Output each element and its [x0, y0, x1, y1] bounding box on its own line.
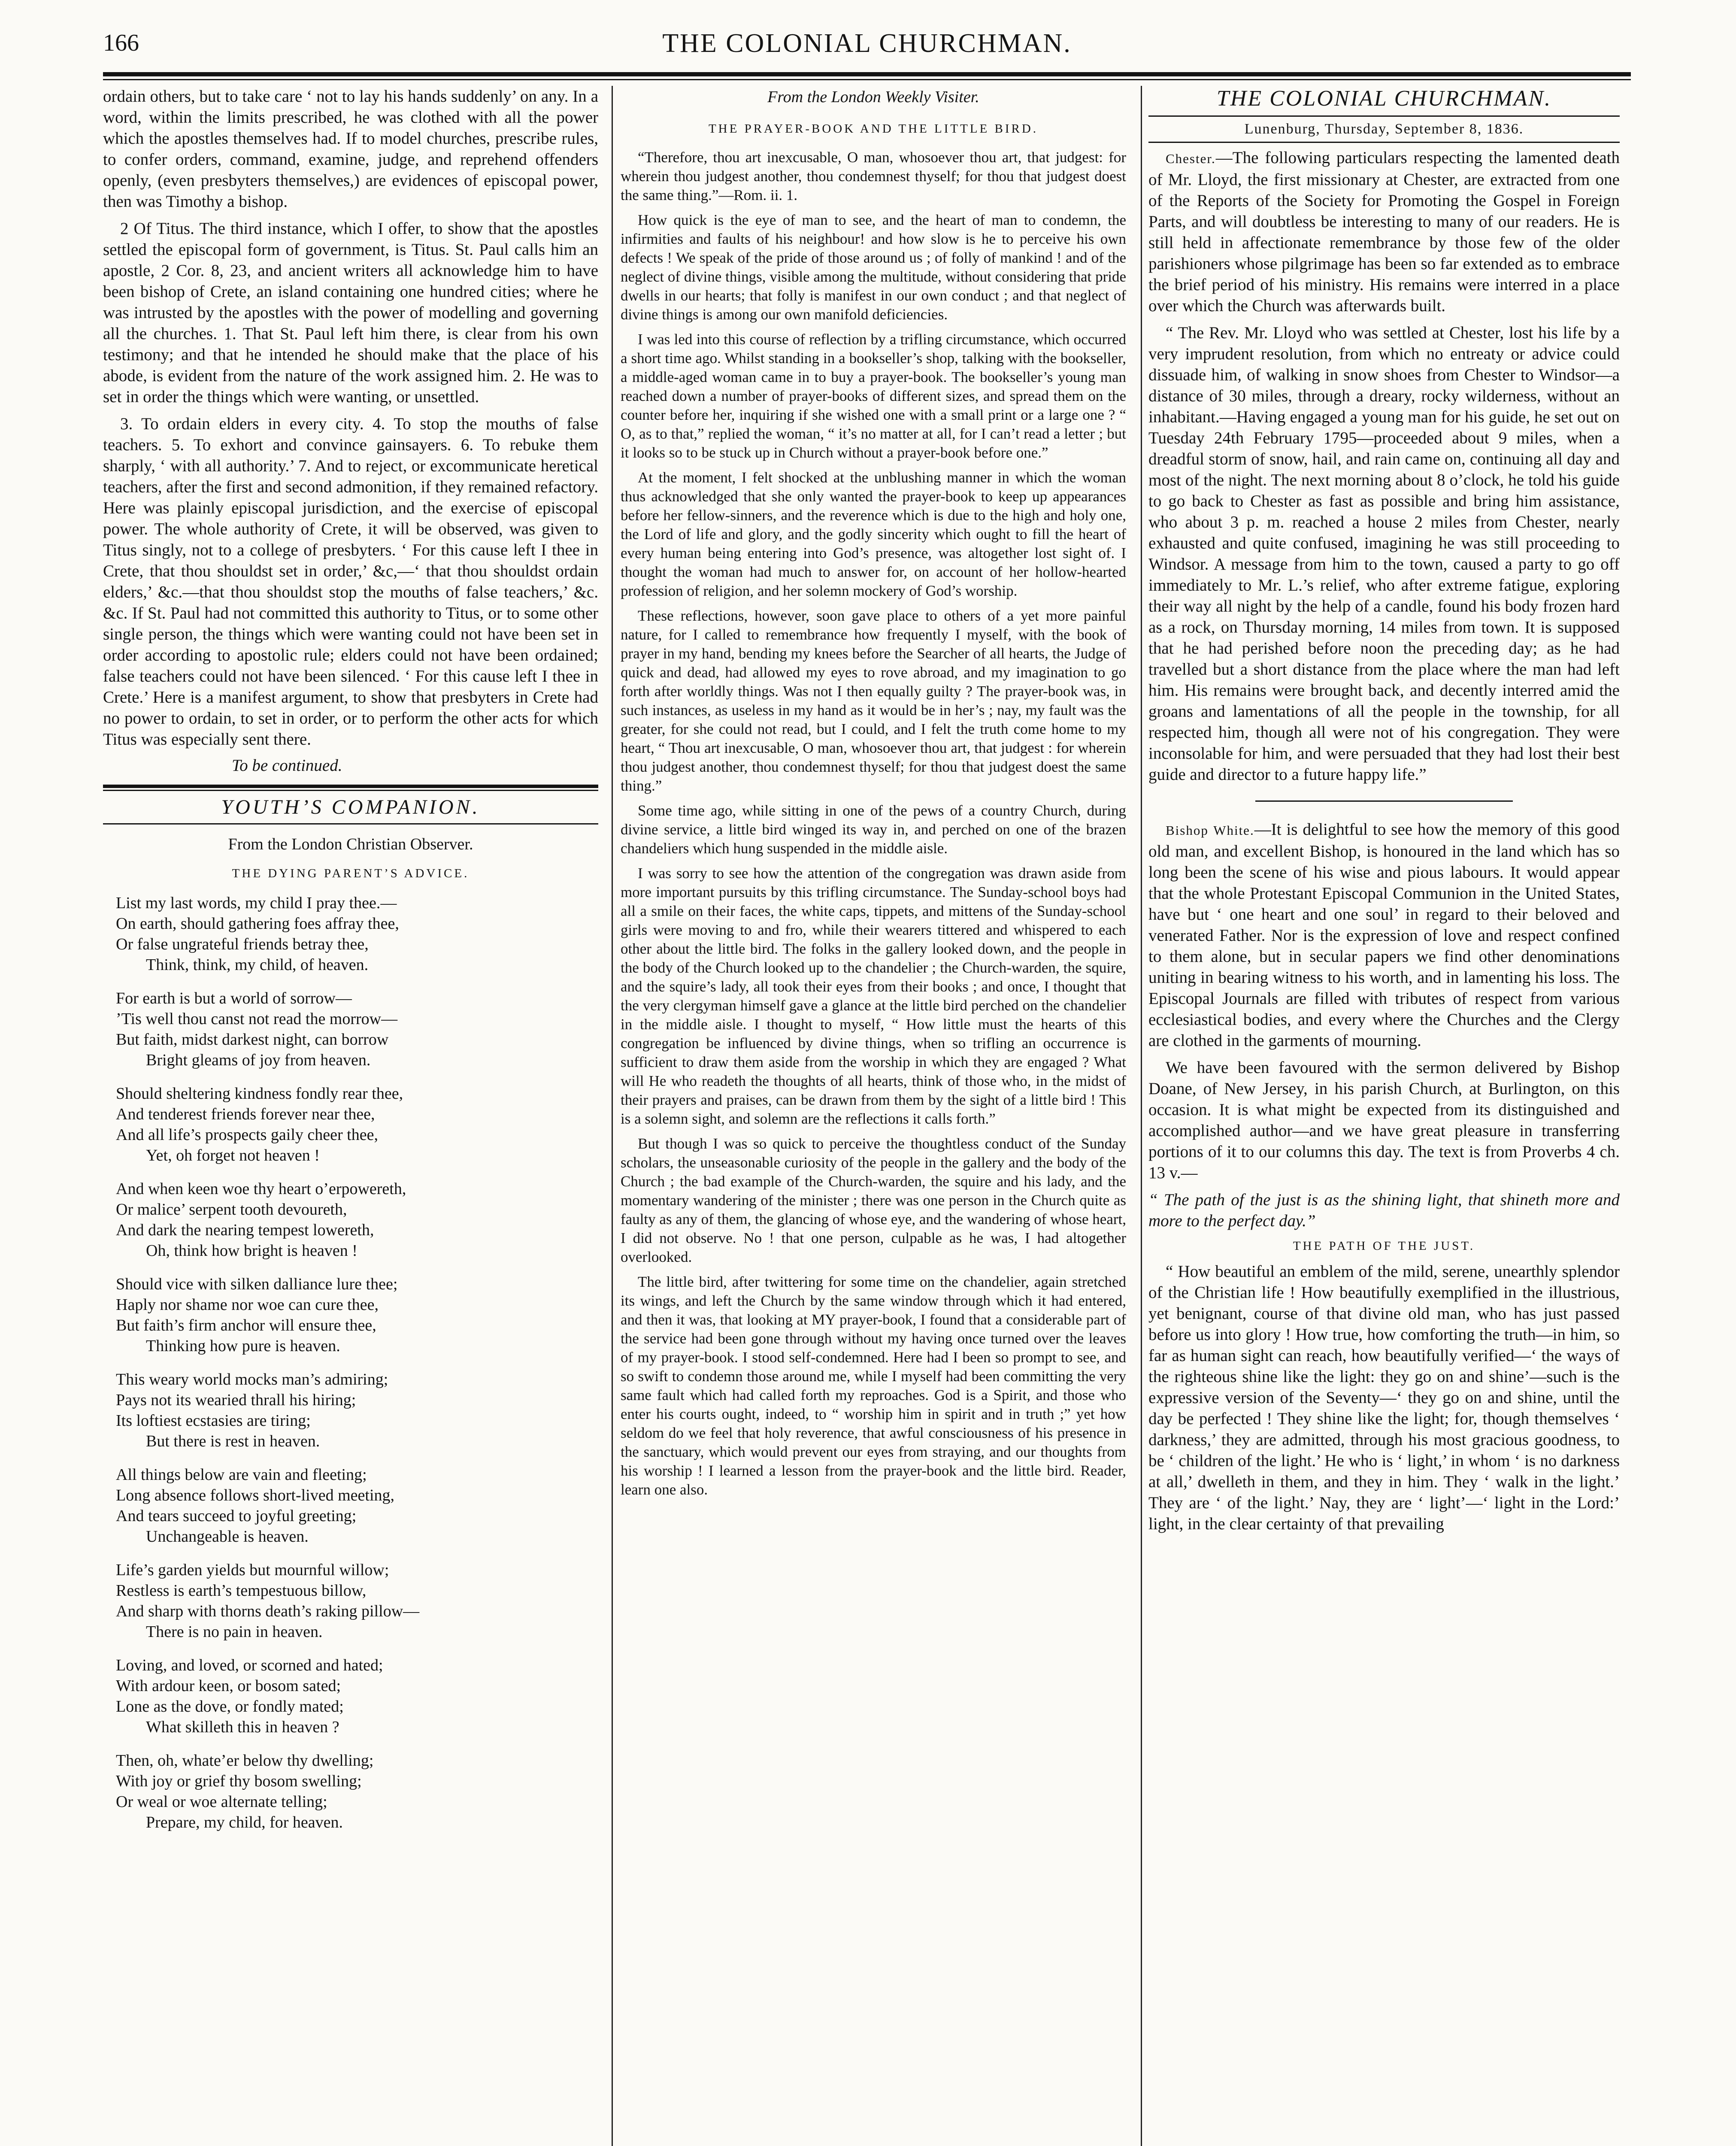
article-source: From the London Christian Observer.	[228, 835, 473, 853]
poem-line: And tears succeed to joyful greeting;	[116, 1507, 357, 1525]
bishop-white-paragraph	[1148, 819, 1620, 1051]
poem-line: And tenderest friends forever near thee,	[116, 1105, 375, 1123]
poem-line: Long absence follows short-lived meeting,	[116, 1486, 395, 1504]
poem-line: Should sheltering kindness fondly rear thee,	[116, 1085, 403, 1103]
header-rule-thick	[103, 72, 1631, 76]
chester-intro: —The following particulars respecting the lamented death of Mr. Lloyd, the first missionary at Chester, are extracted from one of the Reports of the Society for Promoting the Gospel in Foreign Parts, and will doubtless be interesting to many of our readers. He is still held in affectionate remembrance by those few of the older parishioners whose pilgrimage has been so far extended as to embrace the brief period of his ministry. His remains were interred in a place over which the Church was afterwards built.	[1148, 149, 1620, 315]
masthead-rule	[1148, 115, 1620, 117]
poem-line: Unchangeable is heaven.	[146, 1528, 309, 1546]
poem-line: Or malice’ serpent tooth devoureth,	[116, 1200, 347, 1218]
to-be-continued: To be continued.	[232, 756, 342, 775]
article-body	[621, 211, 1126, 1499]
bishop-doane-paragraph: We have been favoured with the sermon delivered by Bishop Doane, of New Jersey, in his parish Church, at Burlington, on this occasion. It is what might be expected from its distinguished and accomplished author—and we have great pleasure in transferring portions of it to our columns this day. The text is from Proverbs 4 ch. 13 v.—	[1148, 1058, 1620, 1182]
header-rule-thin	[103, 79, 1631, 80]
chester-paragraph	[1148, 147, 1620, 316]
poem-stanza	[116, 1750, 598, 1833]
chester-lead: Chester.	[1166, 151, 1216, 166]
poem-line: Loving, and loved, or scorned and hated;	[116, 1656, 383, 1674]
poem-stanza	[116, 988, 598, 1070]
article-paragraph: I was led into this course of reflection by a trifling circumstance, which occurred a short time ago. Whilst standing in a bookseller’s shop, talking with the bookseller, a middle-aged woman came in to buy a prayer-book. The bookseller’s young man reached down a number of prayer-books of different sizes, and spread them on the counter before her, inquiring if she wished one with a small print or a large one ? “ O, as to that,” replied the woman, “ it’s no matter at all, for I can’t read a letter ; but it looks so to be stuck up in Church without a prayer-book before one.”	[621, 331, 1126, 461]
epigraph: “Therefore, thou art inexcusable, O man, whosoever thou art, that judgest: for wherein thou judgest another, thou condemnest thyself; for thou that judgest doest the same thing.”—Rom. ii. 1.	[621, 149, 1126, 203]
section-rule	[103, 823, 598, 824]
poem-line: On earth, should gathering foes affray thee,	[116, 915, 399, 933]
poem-line: There is no pain in heaven.	[146, 1623, 323, 1641]
poem-line: Think, think, my child, of heaven.	[146, 956, 369, 974]
page-header	[103, 26, 1631, 69]
poem-stanza	[116, 1560, 598, 1642]
poem-stanza	[116, 1464, 598, 1547]
poem-line: Or false ungrateful friends betray thee,	[116, 935, 369, 953]
poem-line: And all life’s prospects gaily cheer thee,	[116, 1126, 378, 1144]
poem-line: And when keen woe thy heart o’erpowereth,	[116, 1180, 406, 1198]
article-paragraph: At the moment, I felt shocked at the unblushing manner in which the woman thus acknowledged that she only wanted the prayer-book to keep up appearances before her fellow-sinners, and the reverence which is due to the high and holy one, the Lord of life and glory, and the godly sincerity which ought to fill the heart of every human being entering into God’s presence, was altogether lost sight of. I thought the woman had much to answer for, on account of her hollow-hearted profession of religion, and her solemn mockery of God’s worship.	[621, 469, 1126, 599]
article-source: From the London Weekly Visiter.	[767, 88, 979, 106]
article-separator	[1255, 800, 1513, 802]
sermon-text: “ The path of the just is as the shining light, that shineth more and more to the perfect day.”	[1148, 1191, 1620, 1230]
column-2	[609, 86, 1137, 2146]
section-title: YOUTH’S COMPANION.	[221, 796, 480, 818]
poem-line: Pays not its wearied thrall his hiring;	[116, 1391, 356, 1409]
poem-stanza	[116, 1274, 598, 1356]
poem-line: What skilleth this in heaven ?	[146, 1718, 339, 1736]
bishop-white-lead: Bishop White.	[1166, 823, 1254, 838]
poem-line: And sharp with thorns death’s raking pillow—	[116, 1602, 420, 1620]
poem	[103, 893, 598, 1833]
bishop-white-text: —It is delightful to see how the memory of this good old man, and excellent Bishop, is honoured in the land which has so long been the scene of his wise and pious labours. It would appear that the whole Protestant Episcopal Communion in the United States, have but ‘ one heart and one soul’ in regard to their beloved and venerated Father. Nor is the expression of love and respect confined to them alone, but in secular papers we find other denominations uniting in bearing witness to his worth, and in lamenting his loss. The Episcopal Journals are filled with tributes of respect from various ecclesiastical bodies, and every where the Churches and the Clergy are clothed in the garments of mourning.	[1148, 820, 1620, 1050]
article-paragraph: ordain others, but to take care ‘ not to lay his hands suddenly’ on any. In a word, within the limits prescribed, he was clothed with all the power which the apostles themselves had. If to model churches, prescribe rules, to confer orders, command, examine, judge, and reprehend offenders openly, (even presbyters themselves,) are evidences of episcopal power, then was Timothy a bishop.	[103, 87, 598, 211]
section-rule	[103, 790, 598, 791]
dateline-rule	[1148, 142, 1620, 143]
poem-stanza	[116, 893, 598, 975]
article-paragraph: But though I was so quick to perceive the thoughtless conduct of the Sunday scholars, the unseasonable curiosity of the people in the gallery and the body of the Church ; the bad example of the Church-warden, the squire and his lady, and the momentary wandering of the minister ; there was one person in the Church quite as faulty as any of them, the glancing of whose eye, and the wandering of whose heart, I did not observe. No ! that one person, culpable as he was, I had altogether overlooked.	[621, 1135, 1126, 1265]
poem-line: Or weal or woe alternate telling;	[116, 1793, 327, 1811]
article-paragraph: 3. To ordain elders in every city. 4. To stop the mouths of false teachers. 5. To exhort and convince gainsayers. 6. To rebuke them sharply, ‘ with all authority.’ 7. And to reject, or excommunicate heretical teachers, after the first and second admonition, if they remained refactory. Here was plainly episcopal jurisdiction, and the exercise of episcopal power. The whole authority of Crete, it will be observed, was given to Titus singly, not to a college of presbyters. ‘ For this cause left I thee in Crete, that thou shouldst set in order,’ &c,—‘ that thou shouldst ordain elders,’ &c.—that thou shouldst stop the mouths of false teachers,’ &c. &c. If St. Paul had not committed this authority to Titus, or to some other single person, the things which were wanting could not have been set in order according to apostolic rule; elders could not have been ordained; false teachers could not have been silenced. ‘ For this cause left I thee in Crete.’ Here is a manifest argument, to show that presbyters in Crete had no power to ordain, to set in order, or to perform the other acts for which Titus was especially sent there.	[103, 415, 598, 749]
running-title: THE COLONIAL CHURCHMAN.	[662, 29, 1072, 58]
poem-line: And dark the nearing tempest lowereth,	[116, 1221, 374, 1239]
poem-stanza	[116, 1179, 598, 1261]
poem-line: But there is rest in heaven.	[146, 1432, 320, 1450]
section-rule	[103, 785, 598, 788]
sermon-title: THE PATH OF THE JUST.	[1293, 1239, 1475, 1253]
poem-line: All things below are vain and fleeting;	[116, 1466, 367, 1484]
dateline: Lunenburg, Thursday, September 8, 1836.	[1244, 121, 1524, 137]
article-paragraph: How quick is the eye of man to see, and the heart of man to condemn, the infirmities and faults of his neighbour! and how slow is he to perceive his own defects ! We speak of the pride of those around us ; of folly of mankind ! and of the neglect of divine things, visible among the multitude, without considering that pride dwells in our hearts; that folly is manifest in our own conduct ; and that neglect of divine things is among our own manifold deficiencies.	[621, 212, 1126, 323]
poem-line: Restless is earth’s tempestuous billow,	[116, 1582, 367, 1600]
editorial-masthead: THE COLONIAL CHURCHMAN.	[1216, 86, 1552, 111]
poem-stanza	[116, 1369, 598, 1452]
poem-line: With joy or grief thy bosom swelling;	[116, 1772, 362, 1790]
article-paragraph: These reflections, however, soon gave place to others of a yet more painful nature, for I called to remembrance how frequently I myself, with the book of prayer in my hand, bending my knees before the Searcher of all hearts, the Judge of quick and dead, had allowed my eyes to rove abroad, and my imagination to go forth after worldly things. Was not I then equally guilty ? The prayer-book was, in such instances, as useless in my hand as it would be in her’s ; nay, my fault was the greater, for she could not read, but I could, and I felt the truth come home to my heart, “ Thou art inexcusable, O man, whosoever thou art, that judgest : for wherein thou judgest another, thou condemnest thyself; for thou that judgest doest the same thing.”	[621, 607, 1126, 794]
poem-line: Yet, oh forget not heaven !	[146, 1146, 320, 1164]
poem-line: Haply nor shame nor woe can cure thee,	[116, 1296, 379, 1314]
poem-stanza	[116, 1655, 598, 1737]
poem-line: For earth is but a world of sorrow—	[116, 989, 352, 1007]
article-title: THE PRAYER-BOOK AND THE LITTLE BIRD.	[708, 122, 1039, 136]
chester-quote: “ The Rev. Mr. Lloyd who was settled at Chester, lost his life by a very imprudent resolution, from which no entreaty or advice could dissuade him, of walking in snow shoes from Chester to Windsor—a distance of 30 miles, through a dreary, rocky wilderness, without an inhabitant.—Having engaged a young man for his guide, he set out on Tuesday 24th February 1795—proceeded about 9 miles, when a dreadful storm of snow, hail, and rain came on, continuing all day and most of the night. The next morning about 8 o’clock, he told his guide to go back to Chester as fast as possible and bring him assistance, who about 3 p. m. reached a house 2 miles from Chester, nearly exhausted and quite confused, imagining he was still proceeding to Windsor. A message from him to the town, caused a party to go off immediately to Mr. L.’s relief, who after extreme fatigue, exploring their way all night by the help of a candle, found his body frozen hard as a rock, on Thursday morning, 14 miles from town. It is supposed that he had perished before noon the preceding day; as he had travelled but a short distance from the place where the man had left him. His remains were brought back, and decently interred amid the groans and lamentations of all the people in the township, for all respected him, though all were not of his congregation. They were inconsolable for him, and were persuaded that they had lost their best guide and director to a future happy life.”	[1148, 324, 1620, 784]
article-paragraph: 2 Of Titus. The third instance, which I offer, to show that the apostles settled the episcopal form of government, is Titus. St. Paul calls him an apostle, 2 Cor. 8, 23, and ancient writers all acknowledge him to have been bishop of Crete, an island containing one hundred cities; where he was intrusted by the apostles with the power of modelling and governing all the churches. 1. That St. Paul left him there, is clear from his own testimony; and that he intended he should make that the place of his abode, is evident from the nature of the work assigned him. 2. He was to set in order the things which were wanting, or unsettled.	[103, 219, 598, 406]
poem-line: Bright gleams of joy from heaven.	[146, 1051, 371, 1069]
article-paragraph: Some time ago, while sitting in one of the pews of a country Church, during divine service, a little bird winged its way in, and perched on one of the brazen chandeliers which hung suspended in the middle aisle.	[621, 802, 1126, 857]
column-3	[1137, 86, 1631, 2146]
article-paragraph: The little bird, after twittering for some time on the chandelier, again stretched its wings, and left the Church by the same window through which it had entered, and then it was, that looking at MY prayer-book, I found that a considerable part of the service had been gone through without my having once turned over the leaves of my prayer-book. I stood self-condemned. Here had I been so prompt to see, and so swift to condemn those around me, while I myself had been committing the very same fault which had called forth my reproaches. God is a Spirit, and those who enter his courts ought, indeed, to “ worship him in spirit and in truth ;” yet how seldom do we feel that holy reverence, that awful consciousness of his presence in the sanctuary, which would prevent our eyes from straying, and our thoughts from his worship ! I learned a lesson from the prayer-book and the little bird. Reader, learn one also.	[621, 1273, 1126, 1498]
sermon-paragraph: “ How beautiful an emblem of the mild, serene, unearthly splendor of the Christian life ! How beautifully exemplified in the illustrious, yet benignant, course of that divine old man, who has just passed before us into glory ! How true, how comforting the truth—in him, so far as human sight can reach, how beautifully verified—‘ the ways of the righteous shine like the light: they go on and shine’—such is the expressive version of the Seventy—‘ they go on and shine, until the day be perfected ! They shine like the light; for, though themselves ‘ darkness,’ they are admitted, through his most gracious goodness, to be ‘ children of the light.’ He who is ‘ light,’ in whom ‘ is no darkness at all,’ dwelleth in them, and they in him. They ‘ walk in the light.’ They are ‘ of the light.’ Nay, they are ‘ light’—‘ light in the Lord:’ light, in the clear certainty of that prevailing	[1148, 1262, 1620, 1533]
poem-line: List my last words, my child I pray thee.—	[116, 894, 397, 912]
poem-line: ’Tis well thou canst not read the morrow—	[116, 1010, 398, 1028]
poem-line: Thinking how pure is heaven.	[146, 1337, 340, 1355]
poem-line: Then, oh, whate’er below thy dwelling;	[116, 1752, 374, 1770]
poem-line: Life’s garden yields but mournful willow;	[116, 1561, 389, 1579]
poem-line: Its loftiest ecstasies are tiring;	[116, 1412, 311, 1430]
poem-line: But faith’s firm anchor will ensure thee,	[116, 1316, 376, 1334]
poem-line: With ardour keen, or bosom sated;	[116, 1677, 341, 1695]
poem-line: Prepare, my child, for heaven.	[146, 1813, 343, 1831]
poem-line: Oh, think how bright is heaven !	[146, 1242, 358, 1260]
poem-line: But faith, midst darkest night, can borrow	[116, 1031, 389, 1049]
poem-stanza	[116, 1083, 598, 1166]
article-paragraph: I was sorry to see how the attention of the congregation was drawn aside from more important pursuits by this trifling circumstance. The Sunday-school boys had all a smile on their faces, the white caps, tippets, and mittens of the Sunday-school girls were moving to and fro, while their wearers tittered and whispered to each other about the little bird. The folks in the gallery looked down, and the people in the body of the Church looked up to the chandelier ; the Church-warden, the squire, and the squire’s lady, all took their eyes from their books ; and once, I thought that the very clergyman himself gave a glance at the little bird perched on the chandelier in the middle aisle. I thought to myself, “ How little must the hearts of this congregation be influenced by divine things, when so trifling an occurrence is sufficient to draw them aside from the worship in which they are engaged ? What will He who readeth the thoughts of all hearts, think of those who, in the midst of their prayers and praises, can be drawn from them by the sight of a little bird ! This is a solemn sight, and solemn are the reflections it calls forth.”	[621, 865, 1126, 1127]
poem-title: THE DYING PARENT’S ADVICE.	[232, 867, 470, 880]
column-1	[103, 86, 609, 2146]
poem-line: Should vice with silken dalliance lure thee;	[116, 1275, 398, 1293]
poem-line: This weary world mocks man’s admiring;	[116, 1370, 388, 1388]
page-number: 166	[103, 30, 139, 56]
poem-line: Lone as the dove, or fondly mated;	[116, 1697, 344, 1716]
